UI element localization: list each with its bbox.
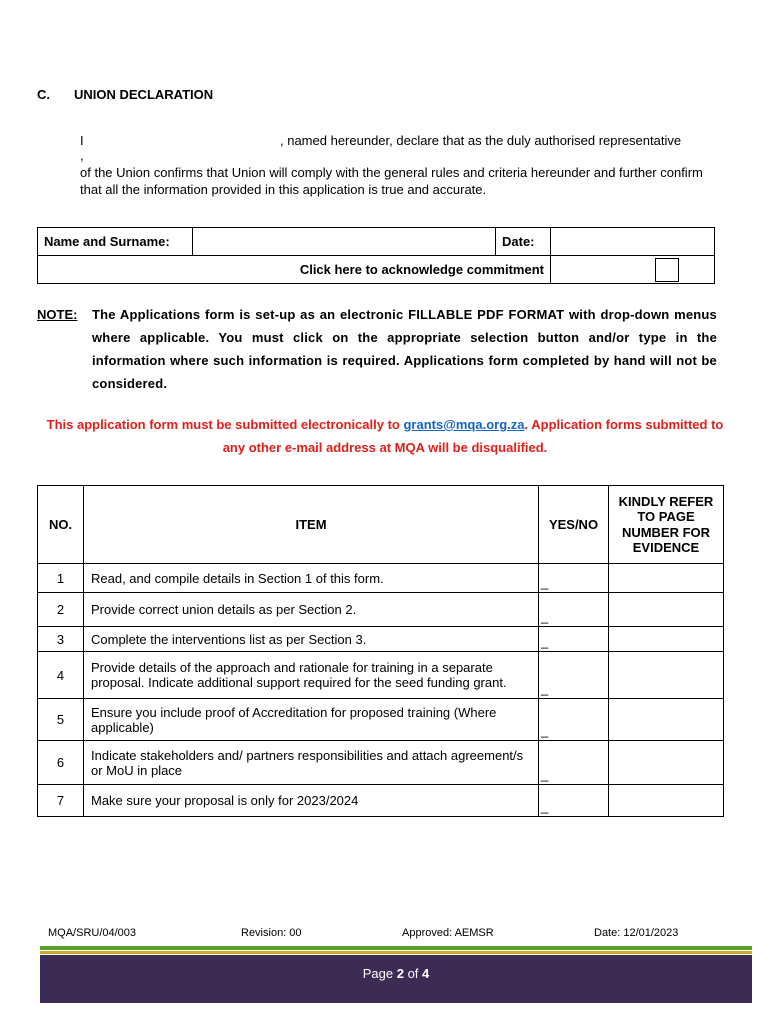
declaration-body: of the Union confirms that Union will comply with the general rules and criteria hereunder and further confirm that all the information provided in this application is true and accurate. <box>80 165 703 197</box>
declaration-comma: , <box>80 148 84 163</box>
row-item: Indicate stakeholders and/ partners responsibilities and attach agreement/s or MoU in place <box>84 741 539 785</box>
signature-table <box>37 227 715 284</box>
row-item: Complete the interventions list as per Section 3. <box>84 627 539 652</box>
submission-warning <box>40 413 730 459</box>
row-item: Make sure your proposal is only for 2023/2024 <box>84 785 539 817</box>
section-title: UNION DECLARATION <box>74 87 214 102</box>
note-text: The Applications form is set-up as an electronic FILLABLE PDF FORMAT with drop-down menus where applicable. You must click on the appropriate selection button and/or type in the information where such information is required. Applications form completed by hand will not be considered. <box>92 307 717 391</box>
footer-page-bar <box>40 955 752 1003</box>
date-field[interactable] <box>551 228 715 256</box>
table-row <box>38 699 724 741</box>
footer-stripe-gold <box>40 951 752 954</box>
header-yesno: YES/NO <box>539 486 609 564</box>
table-row <box>38 741 724 785</box>
row-number: 2 <box>38 593 84 627</box>
row-number: 3 <box>38 627 84 652</box>
page-number-field[interactable] <box>609 564 724 593</box>
page-number-field[interactable] <box>609 741 724 785</box>
checklist-table <box>37 485 724 817</box>
footer-date: Date: 12/01/2023 <box>594 927 679 939</box>
table-row <box>38 593 724 627</box>
header-page-evidence: KINDLY REFER TO PAGE NUMBER FOR EVIDENCE <box>609 486 724 564</box>
table-row <box>38 785 724 817</box>
page-current: 2 <box>396 966 404 981</box>
yesno-field[interactable]: _ <box>539 627 609 652</box>
row-number: 4 <box>38 652 84 699</box>
footer-stripe-green <box>40 946 752 950</box>
row-item: Read, and compile details in Section 1 of this form. <box>84 564 539 593</box>
table-row <box>38 627 724 652</box>
name-field[interactable] <box>193 228 496 256</box>
row-number: 5 <box>38 699 84 741</box>
warning-text-after: . Application forms submitted to any other e-mail address at MQA will be disqualified. <box>222 417 724 455</box>
row-item: Ensure you include proof of Accreditation for proposed training (Where applicable) <box>84 699 539 741</box>
row-number: 7 <box>38 785 84 817</box>
yesno-field[interactable]: _ <box>539 652 609 699</box>
page-number-field[interactable] <box>609 652 724 699</box>
yesno-field[interactable]: _ <box>539 699 609 741</box>
page-prefix: Page <box>362 966 397 981</box>
row-item: Provide correct union details as per Section 2. <box>84 593 539 627</box>
table-row <box>38 652 724 699</box>
declaration-i: I <box>80 133 84 148</box>
footer-revision: Revision: 00 <box>241 927 302 939</box>
warning-text-before: This application form must be submitted electronically to <box>46 417 404 432</box>
table-row <box>38 564 724 593</box>
acknowledge-checkbox[interactable] <box>655 258 679 282</box>
row-number: 1 <box>38 564 84 593</box>
yesno-field[interactable]: _ <box>539 741 609 785</box>
footer-doc-code: MQA/SRU/04/003 <box>48 927 137 939</box>
footer-approved: Approved: AEMSR <box>402 927 494 939</box>
header-item: ITEM <box>84 486 539 564</box>
page-number-field[interactable] <box>609 593 724 627</box>
header-no: NO. <box>38 486 84 564</box>
row-item: Provide details of the approach and rationale for training in a separate proposal. Indicate additional support required for the seed funding grant. <box>84 652 539 699</box>
acknowledge-cell <box>551 256 715 284</box>
page-number-field[interactable] <box>609 627 724 652</box>
page-number-field[interactable] <box>609 785 724 817</box>
note-label: NOTE: <box>37 307 78 322</box>
page-total: 4 <box>422 966 430 981</box>
declaration-named-text: , named hereunder, declare that as the duly authorised representative <box>280 133 682 148</box>
acknowledge-label: Click here to acknowledge commitment <box>38 256 551 284</box>
page-number-field[interactable] <box>609 699 724 741</box>
date-label: Date: <box>496 228 551 256</box>
yesno-field[interactable]: _ <box>539 785 609 817</box>
row-number: 6 <box>38 741 84 785</box>
page-mid: of <box>403 966 423 981</box>
note-block <box>37 303 717 395</box>
yesno-field[interactable]: _ <box>539 593 609 627</box>
name-label: Name and Surname: <box>38 228 193 256</box>
section-letter: C. <box>37 87 50 102</box>
yesno-field[interactable]: _ <box>539 564 609 593</box>
grants-email-link[interactable]: grants@mqa.org.za <box>403 417 525 432</box>
